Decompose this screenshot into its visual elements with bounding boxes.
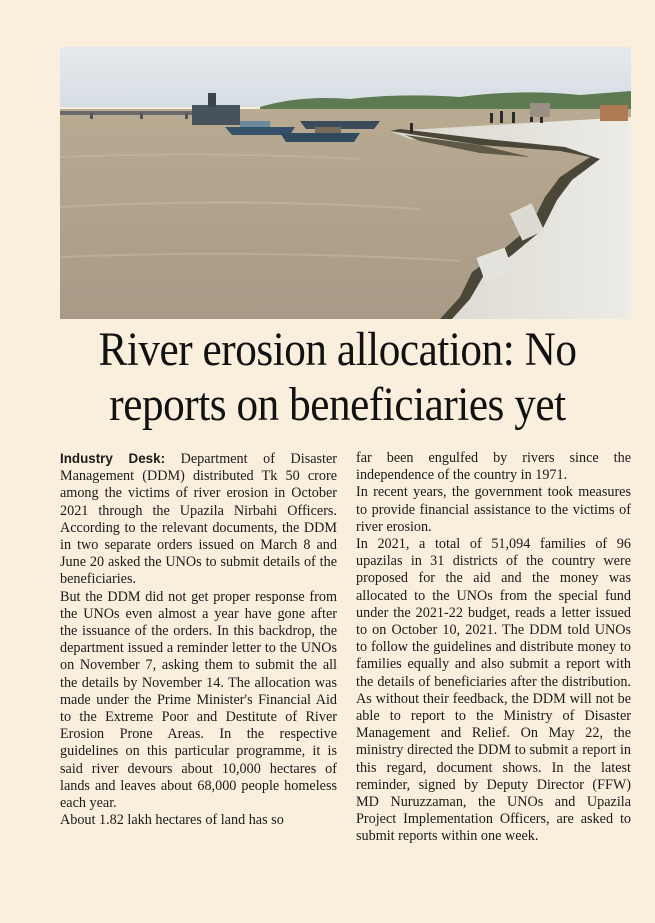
paragraph: But the DDM did not get proper response from the UNOs even almost a year have gone after the issuance of the orders. In this backdrop, the department issued a reminder letter to the UNOs on November 7, asking them to submit the all the details by November 14. The allocation was made under the Prime Minister's Financial Aid to the Extreme Poor and Destitute of River Erosion Prone Areas. In the respective guidelines on this particular programme, it is said river devours about 10,000 hectares of lands and leaves about 68,000 people homeless each year. bbox=[60, 588, 337, 812]
photo-illustration bbox=[60, 47, 631, 319]
river-erosion-photo bbox=[60, 47, 631, 319]
paragraph: In 2021, a total of 51,094 families of 96 upazilas in 31 districts of the country were proposed for the aid and the money was allocated to the UNOs from the special fund under the 2021-22 budget, reads a letter issued to on October 10, 2021. The DDM told UNOs to follow the guidelines and distribute money to families equally and also submit a report with the details of beneficiaries after the distribution. As without their feedback, the DDM will not be able to report to the Ministry of Disaster Management and Relief. On May 22, the ministry directed the DDM to submit a report in this regard, document shows. In the latest reminder, signed by Deputy Director (FFW) MD Nuruzzaman, the UNOs and Upazila Project Implementation Officers, are asked to submit reports within one week. bbox=[356, 536, 631, 845]
paragraph: About 1.82 lakh hectares of land has so bbox=[60, 812, 284, 829]
paragraph: In recent years, the government took measures to provide financial assistance to the victims of river erosion. bbox=[356, 484, 631, 535]
headline-line-1: River erosion allocation: No bbox=[98, 323, 577, 376]
article-column-left bbox=[60, 450, 337, 829]
paragraph bbox=[60, 450, 337, 589]
paragraph-text: Department of Disaster Management (DDM) distributed Tk 50 crore among the victims of river erosion in October 2021 through the Upazila Nirbahi Officers. According to the relevant documents, the DDM in two separate orders issued on March 8 and June 20 asked the UNOs to submit details of the beneficiaries. bbox=[60, 451, 337, 588]
ferry bbox=[192, 105, 240, 125]
headline-line-2: reports on beneficiaries yet bbox=[109, 378, 566, 431]
paragraph: far been engulfed by rivers since the independence of the country in 1971. bbox=[356, 450, 631, 484]
headline bbox=[70, 322, 606, 432]
byline: Industry Desk: bbox=[60, 451, 166, 466]
article-column-right bbox=[356, 450, 631, 846]
